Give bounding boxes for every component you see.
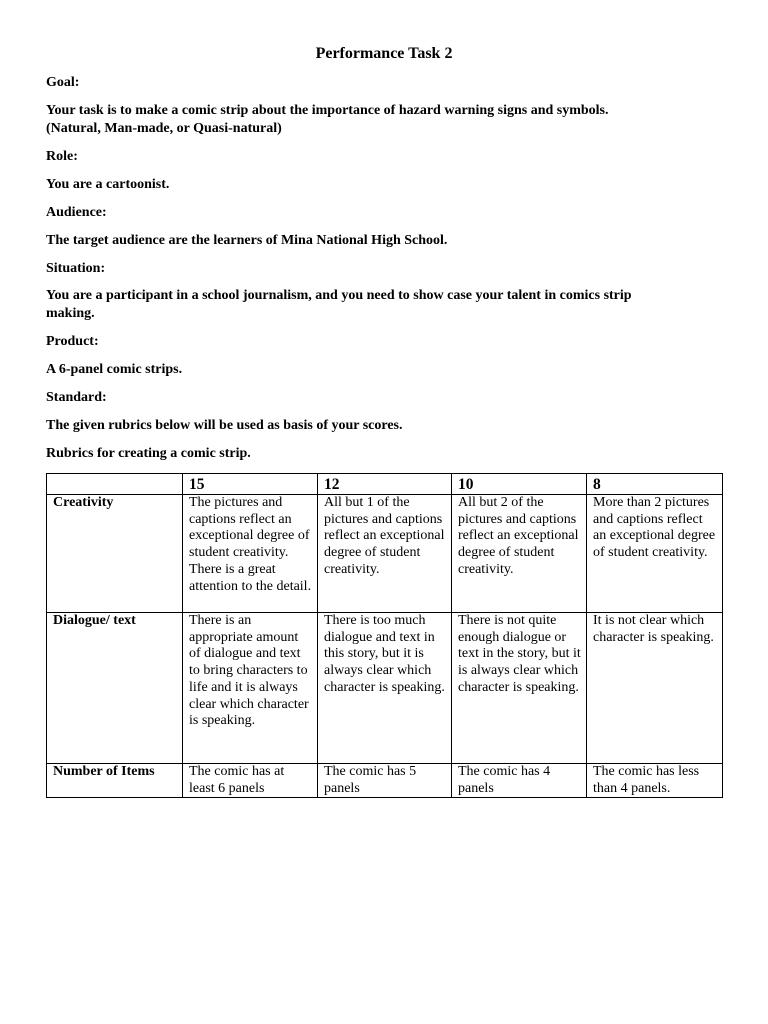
rubric-table bbox=[46, 473, 723, 798]
product-heading: Product: bbox=[46, 334, 99, 349]
goal-text-line-2: (Natural, Man-made, or Quasi-natural) bbox=[46, 121, 282, 136]
situation-text-line-1: You are a participant in a school journalism, and you need to show case your talent in comics strip bbox=[46, 288, 632, 303]
rubric-cell: The comic has 4 panels bbox=[452, 764, 587, 798]
audience-text: The target audience are the learners of Mina National High School. bbox=[46, 233, 448, 248]
situation-text-line-2: making. bbox=[46, 306, 95, 321]
rubric-cell: It is not clear which character is speaking. bbox=[587, 613, 723, 764]
standard-text: The given rubrics below will be used as basis of your scores. bbox=[46, 418, 403, 433]
table-row bbox=[47, 764, 723, 798]
rubric-cell: There is too much dialogue and text in this story, but it is always clear which character is speaking. bbox=[318, 613, 452, 764]
rubric-cell: The pictures and captions reflect an exceptional degree of student creativity. There is a great attention to the detail. bbox=[183, 495, 318, 613]
rubric-cell: All but 1 of the pictures and captions reflect an exceptional degree of student creativity. bbox=[318, 495, 452, 613]
rubric-cell: More than 2 pictures and captions reflect an exceptional degree of student creativity. bbox=[587, 495, 723, 613]
product-text: A 6-panel comic strips. bbox=[46, 362, 183, 377]
goal-heading: Goal: bbox=[46, 75, 80, 90]
standard-heading: Standard: bbox=[46, 390, 107, 405]
rubric-cell: The comic has 5 panels bbox=[318, 764, 452, 798]
goal-text bbox=[46, 102, 722, 138]
rubric-cell: The comic has less than 4 panels. bbox=[587, 764, 723, 798]
goal-text-line-1: Your task is to make a comic strip about the importance of hazard warning signs and symbols. bbox=[46, 103, 609, 118]
rubric-header-score: 15 bbox=[183, 474, 318, 495]
rubric-header-row bbox=[47, 474, 723, 495]
page-title: Performance Task 2 bbox=[315, 45, 453, 62]
role-text: You are a cartoonist. bbox=[46, 177, 170, 192]
rubric-criterion: Creativity bbox=[47, 495, 183, 613]
rubric-cell: There is not quite enough dialogue or text in the story, but it is always clear which character is speaking. bbox=[452, 613, 587, 764]
situation-text bbox=[46, 287, 722, 323]
situation-heading: Situation: bbox=[46, 261, 106, 276]
rubric-cell: The comic has at least 6 panels bbox=[183, 764, 318, 798]
audience-heading: Audience: bbox=[46, 205, 107, 220]
rubrics-heading: Rubrics for creating a comic strip. bbox=[46, 446, 251, 461]
rubric-cell: All but 2 of the pictures and captions reflect an exceptional degree of student creativity. bbox=[452, 495, 587, 613]
table-row bbox=[47, 495, 723, 613]
rubric-header-score: 8 bbox=[587, 474, 723, 495]
rubric-criterion: Number of Items bbox=[47, 764, 183, 798]
rubric-header-blank bbox=[47, 474, 183, 495]
rubric-cell: There is an appropriate amount of dialogue and text to bring characters to life and it is always clear which character is speaking. bbox=[183, 613, 318, 764]
rubric-header-score: 10 bbox=[452, 474, 587, 495]
table-row bbox=[47, 613, 723, 764]
rubric-header-score: 12 bbox=[318, 474, 452, 495]
rubric-criterion: Dialogue/ text bbox=[47, 613, 183, 764]
role-heading: Role: bbox=[46, 149, 78, 164]
